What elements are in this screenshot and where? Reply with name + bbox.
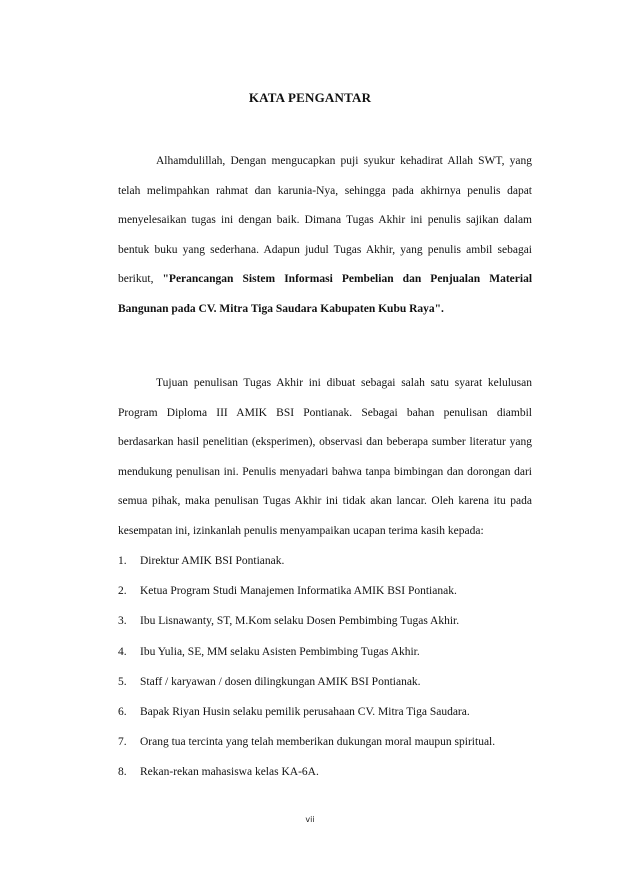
list-text: Orang tua tercinta yang telah memberikan dukungan moral maupun spiritual. [140,736,496,749]
list-text: Ibu Lisnawanty, ST, M.Kom selaku Dosen Pembimbing Tugas Akhir. [140,615,460,628]
list-text: Bapak Riyan Husin selaku pemilik perusahaan CV. Mitra Tiga Saudara. [140,706,470,719]
list-number: 2. [118,585,127,598]
list-text: Direktur AMIK BSI Pontianak. [140,555,285,567]
list-number: 3. [118,615,127,628]
list-item [118,546,538,576]
paragraph-intro [118,147,532,325]
list-item [118,757,538,787]
list-number: 8. [118,766,127,779]
paragraph-purpose: Tujuan penulisan Tugas Akhir ini dibuat sebagai salah satu syarat kelulusan Program Diploma III AMIK BSI Pontianak. Sebagai bahan penulisan diambil berdasarkan hasil penelitian (eksperimen), observasi dan beberapa sumber literatur yang mendukung penulisan ini. Penulis menyadari bahwa tanpa bimbingan dan dorongan dari semua pihak, maka penulisan Tugas Akhir ini tidak akan lancar. Oleh karena itu pada kesempatan ini, izinkanlah penulis menyampaikan ucapan terima kasih kepada: [118,377,532,537]
list-item [118,667,538,697]
thesis-title: "Perancangan Sistem Informasi Pembelian dan Penjualan Material Bangunan pada CV. Mitra Tiga Saudara Kabupaten Kubu Raya". [118,273,533,315]
list-number: 5. [118,675,127,688]
list-item [118,606,538,636]
list-text: Staff / karyawan / dosen dilingkungan AMIK BSI Pontianak. [140,675,421,688]
acknowledgement-list [118,546,538,788]
list-item [118,576,538,606]
list-number: 4. [118,645,127,658]
list-text: Ketua Program Studi Manajemen Informatika AMIK BSI Pontianak. [140,585,457,598]
list-item [118,697,538,727]
paragraph-intro-text: Alhamdulillah, Dengan mengucapkan puji syukur kehadirat Allah SWT, yang telah melimpahkan rahmat dan karunia-Nya, sehingga pada akhirnya penulis dapat menyelesaikan tugas ini dengan baik. Dimana Tugas Akhir ini penulis sajikan dalam bentuk buku yang sederhana. Adapun judul Tugas Akhir, yang penulis ambil sebagai berikut, [118,155,532,286]
list-text: Rekan-rekan mahasiswa kelas KA-6A. [140,766,319,779]
list-text: Ibu Yulia, SE, MM selaku Asisten Pembimbing Tugas Akhir. [140,645,420,658]
list-number: 7. [118,736,127,749]
list-number: 1. [118,555,127,567]
list-item [118,727,538,757]
page-number: vii [305,815,315,824]
page-title: KATA PENGANTAR [248,90,372,105]
list-item [118,637,538,667]
list-number: 6. [118,706,127,719]
